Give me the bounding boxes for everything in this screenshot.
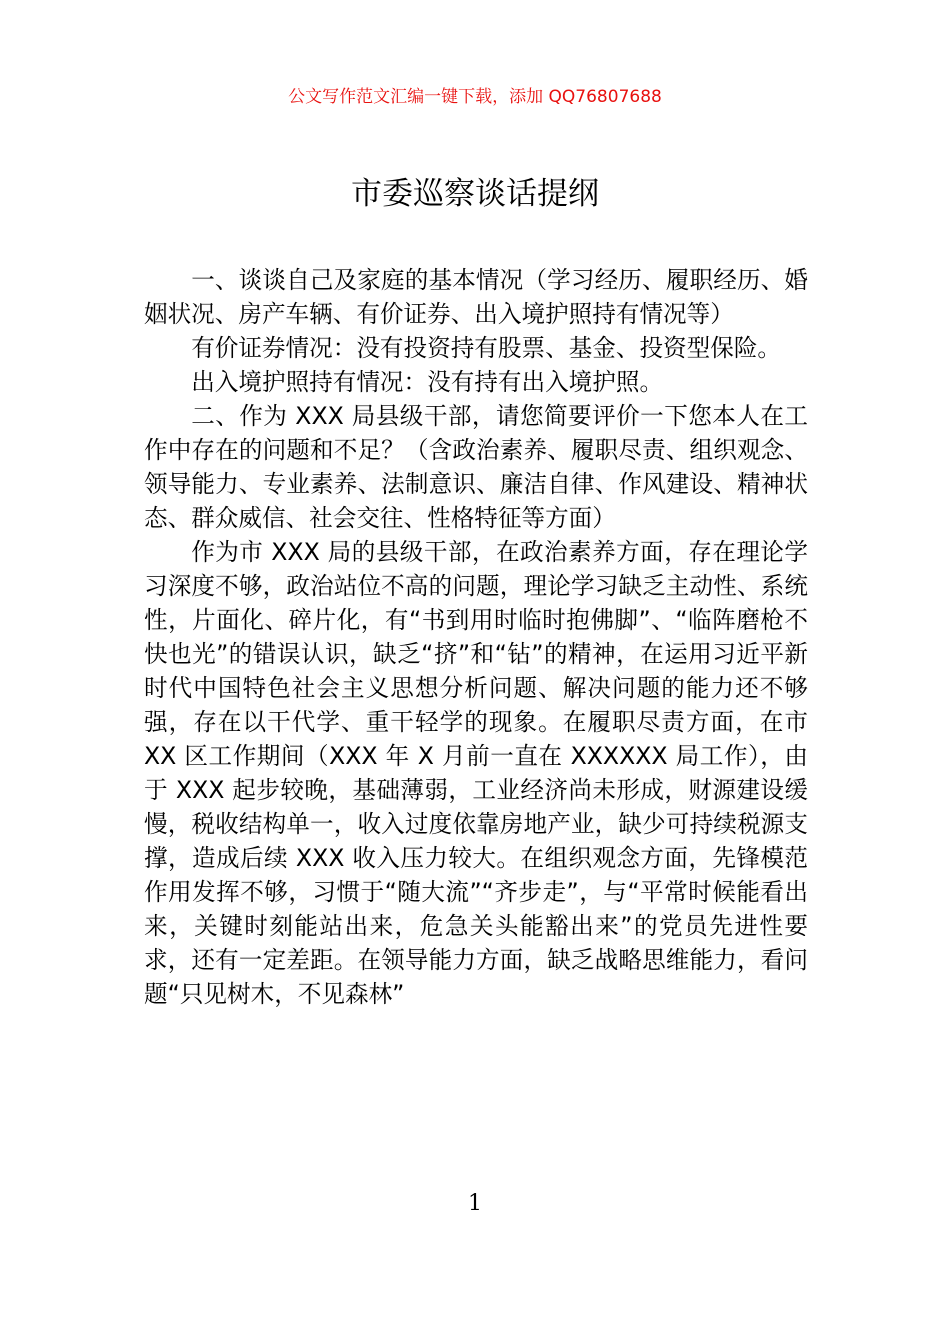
paragraph-self-evaluation-answer: 作为市 XXX 局的县级干部，在政治素养方面，存在理论学习深度不够，政治站位不高的问题，理论学习缺乏主动性、系统性，片面化、碎片化，有“书到用时临时抱佛脚”、“临阵磨枪不快也光”的错误认识，缺乏“挤”和“钻”的精神，在运用习近平新时代中国特色社会主义思想分析问题、解决问题的能力还不够强，存在以干代学、重干轻学的现象。在履职尽责方面，在市 XX 区工作期间（XXX 年 X 月前一直在 XXXXXX 局工作），由于 XXX 起步较晚，基础薄弱，工业经济尚未形成，财源建设缓慢，税收结构单一，收入过度依靠房地产业，缺少可持续税源支撑，造成后续 XXX 收入压力较大。在组织观念方面，先锋模范作用发挥不够，习惯于“随大流”“齐步走”，与“平常时候能看出来，关键时刻能站出来，危急关头能豁出来”的党员先进性要求，还有一定差距。在领导能力方面，缺乏战略思维能力，看问题“只见树木，不见森林”: [144, 538, 808, 1008]
paragraph-self-evaluation-question: 二、作为 XXX 局县级干部，请您简要评价一下您本人在工作中存在的问题和不足？（含政治素养、履职尽责、组织观念、领导能力、专业素养、法制意识、廉洁自律、作风建设、精神状态、群众威信、社会交往、性格特征等方面）: [144, 402, 808, 532]
download-notice: 公文写作范文汇编一键下载，添加 QQ76807688: [288, 87, 662, 107]
paragraph-passport: 出入境护照持有情况：没有持有出入境护照。: [191, 368, 664, 396]
paragraph-basic-info-question: 一、谈谈自己及家庭的基本情况（学习经历、履职经历、婚姻状况、房产车辆、有价证券、出入境护照持有情况等）: [144, 266, 808, 328]
document-body: [144, 263, 808, 1011]
page-number: 1: [468, 1191, 482, 1216]
paragraph-securities: 有价证券情况：没有投资持有股票、基金、投资型保险。: [191, 334, 782, 362]
document-title: 市委巡察谈话提纲: [351, 176, 599, 212]
